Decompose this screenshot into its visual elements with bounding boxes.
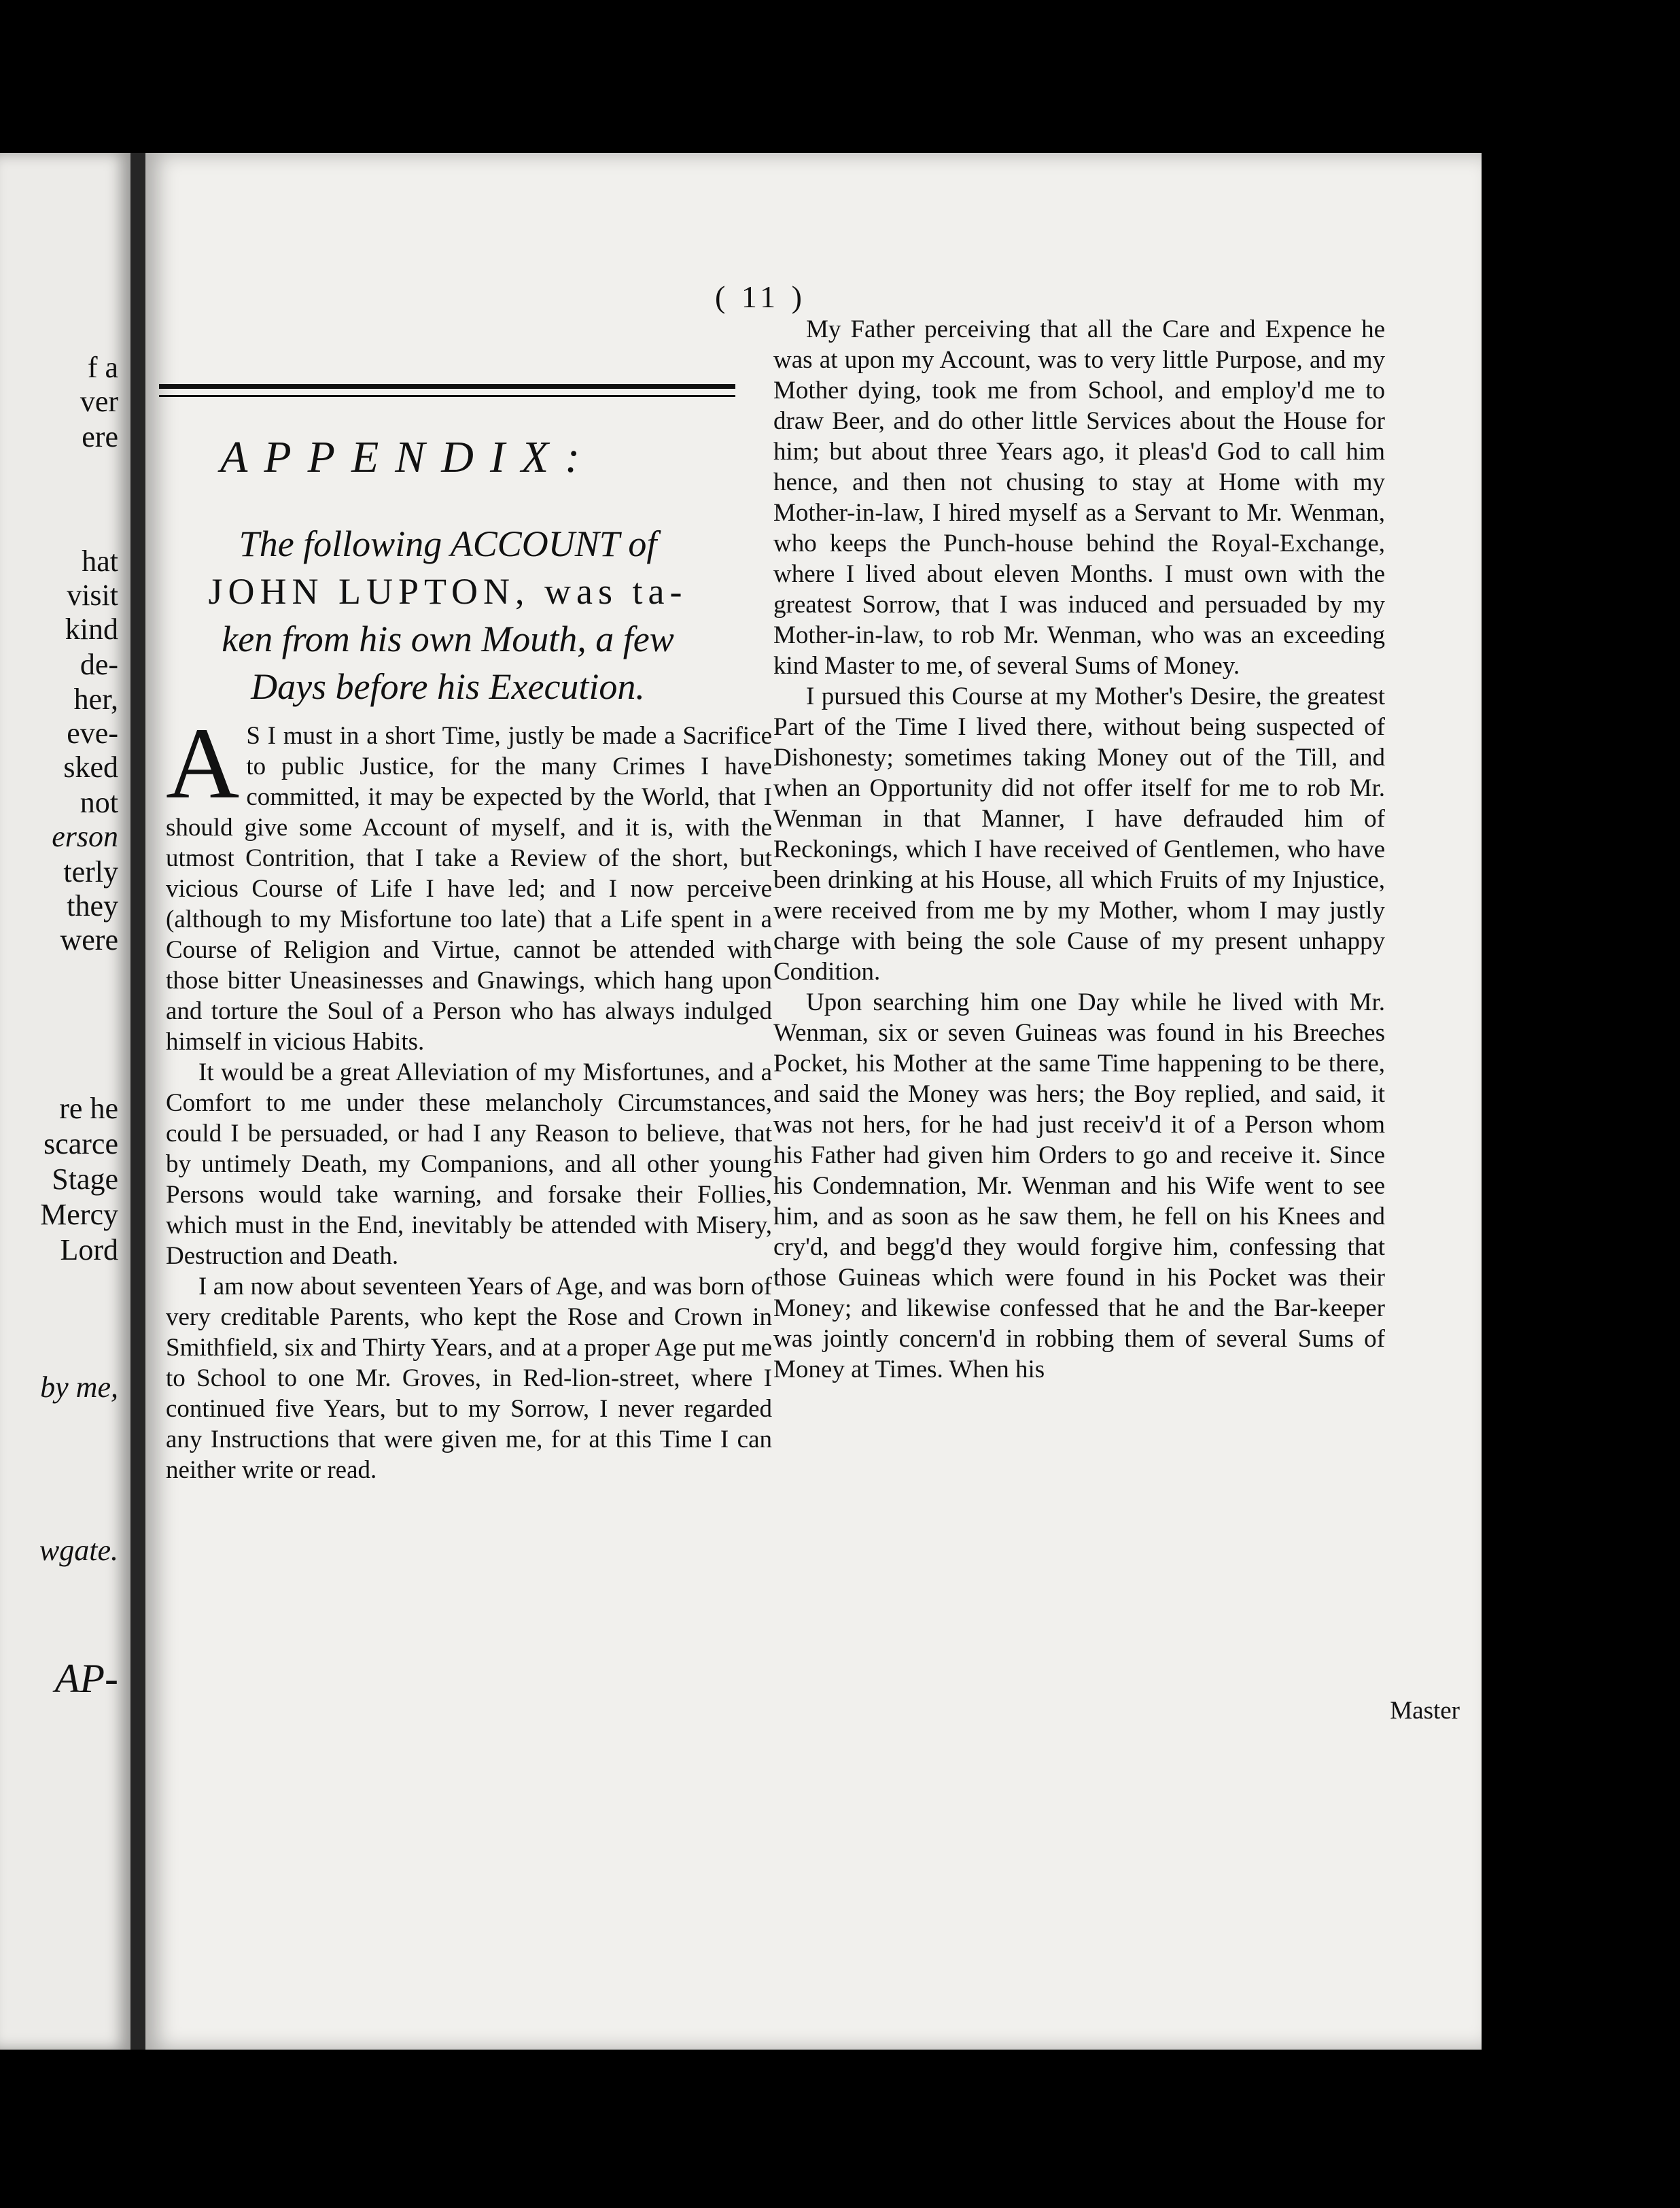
header-rule: [159, 384, 735, 389]
prev-page-fragment: by me,: [40, 1370, 118, 1404]
left-column: [166, 707, 772, 1485]
prev-page-fragment: de-: [80, 648, 118, 681]
page-number: ( 11 ): [715, 279, 806, 314]
prev-page-fragment: AP-: [54, 1656, 118, 1701]
paragraph: My Father perceiving that all the Care and Expence he was at upon my Account, was to very little Purpose, and my Mother dying, took me from School, and employ'd me to draw Beer, and do other little Services about the House for him; but about three Years ago, it pleas'd God to call him hence, and then not chusing to stay at Home with my Mother-in-law, I hired myself as a Servant to Mr. Wenman, who keeps the Punch-house behind the Royal-Exchange, where I lived about eleven Months. I must own with the greatest Sorrow, that I was induced and persuaded by my Mother-in-law, to rob Mr. Wenman, who was an exceeding kind Master to me, of several Sums of Money.: [773, 315, 1385, 680]
paragraph-text: S I must in a short Time, justly be made a Sacrifice to public Justice, for the many Crimes I have committed, it may be expected by the World, that I should give some Account of myself, and it is, with the utmost Contrition, that I take a Review of the short, but vicious Course of Life I have led; and I now perceive (although to my Misfortune too late) that a Life spent in a Course of Religion and Virtue, cannot be attended with those bitter Uneasinesses and Gnawings, which hang upon and torture the Soul of a Person who has always indulged himself in vicious Habits.: [166, 722, 772, 1056]
previous-page-edge: [0, 153, 130, 2050]
prev-page-fragment: visit: [67, 579, 118, 612]
prev-page-fragment: were: [60, 923, 118, 956]
prev-page-fragment: kind: [65, 613, 118, 646]
prev-page-fragment: re he: [59, 1092, 118, 1125]
prev-page-fragment: ere: [82, 420, 118, 453]
paragraph: I pursued this Course at my Mother's Desire, the greatest Part of the Time I lived there, without being suspected of Dishonesty; sometimes taking Money out of the Till, and when an Opportunity did not offer itself for me to rob Mr. Wenman in that Manner, I have defrauded him of Reckonings, which I have received of Gentlemen, who have been drinking at his House, all which Fruits of my Injustice, were received from me by my Mother, whom I may justly charge with being the sole Cause of my present unhappy Condition.: [773, 683, 1385, 986]
account-heading: [152, 520, 743, 710]
prev-page-fragment: sked: [63, 751, 118, 784]
paragraph: It would be a great Alleviation of my Misfortunes, and a Comfort to me under these melancholy Circumstances, could I be persuaded, or had I any Reason to believe, that by untimely Death, my Companions, and all other young Persons would take warning, and forsake their Follies, which must in the End, inevitably be attended with Misery, Destruction and Death.: [166, 1058, 772, 1270]
catchword: Master: [1390, 1697, 1460, 1725]
prev-page-fragment: not: [80, 786, 118, 819]
prev-page-fragment: terly: [63, 855, 118, 889]
prev-page-fragment: scarce: [43, 1127, 118, 1160]
prev-page-fragment: they: [67, 889, 118, 922]
prev-page-fragment: eve-: [67, 717, 118, 750]
prev-page-fragment: hat: [82, 545, 118, 578]
book-page: [145, 153, 1482, 2050]
prev-page-fragment: ver: [80, 385, 118, 418]
header-rule-thin: [159, 395, 735, 397]
heading-line: JOHN LUPTON, was ta-: [208, 571, 688, 612]
drop-cap: A: [166, 707, 240, 820]
prev-page-fragment: her,: [73, 683, 118, 716]
paragraph: [166, 707, 772, 1057]
prev-page-fragment: f a: [87, 351, 118, 384]
heading-line: ken from his own Mouth, a few: [222, 619, 674, 659]
prev-page-fragment: Lord: [60, 1233, 118, 1266]
prev-page-fragment: erson: [52, 820, 118, 853]
paragraph: Upon searching him one Day while he lived with Mr. Wenman, six or seven Guineas was found in his Breeches Pocket, his Mother at the same Time happening to be there, and said the Money was hers; the Boy replied, and said, it was not hers, for he had just receiv'd it of a Person whom his Father had given him Orders to go and receive it. Since his Condemnation, Mr. Wenman and his Wife went to see him, and as soon as he saw them, he fell on his Knees and cry'd, and begg'd they would forgive him, confessing that those Guineas which were found in his Pocket was their Money; and likewise confessed that he and the Bar-keeper was jointly concern'd in robbing them of several Sums of Money at Times. When his: [773, 988, 1385, 1383]
paragraph: I am now about seventeen Years of Age, and was born of very creditable Parents, who kept the Rose and Crown in Smithfield, six and Thirty Years, and at a proper Age put me to School to one Mr. Groves, in Red-lion-street, where I continued five Years, but to my Sorrow, I never regarded any Instructions that were given me, for at this Time I can neither write or read.: [166, 1273, 772, 1484]
book-gutter: [130, 153, 145, 2050]
right-column: [773, 314, 1385, 1385]
prev-page-fragment: wgate.: [39, 1534, 118, 1567]
prev-page-fragment: Mercy: [40, 1198, 118, 1231]
section-title: APPENDIX:: [220, 432, 597, 482]
heading-line: The following ACCOUNT of: [239, 523, 657, 564]
prev-page-fragment: Stage: [52, 1162, 118, 1196]
heading-line: Days before his Execution.: [251, 666, 645, 707]
